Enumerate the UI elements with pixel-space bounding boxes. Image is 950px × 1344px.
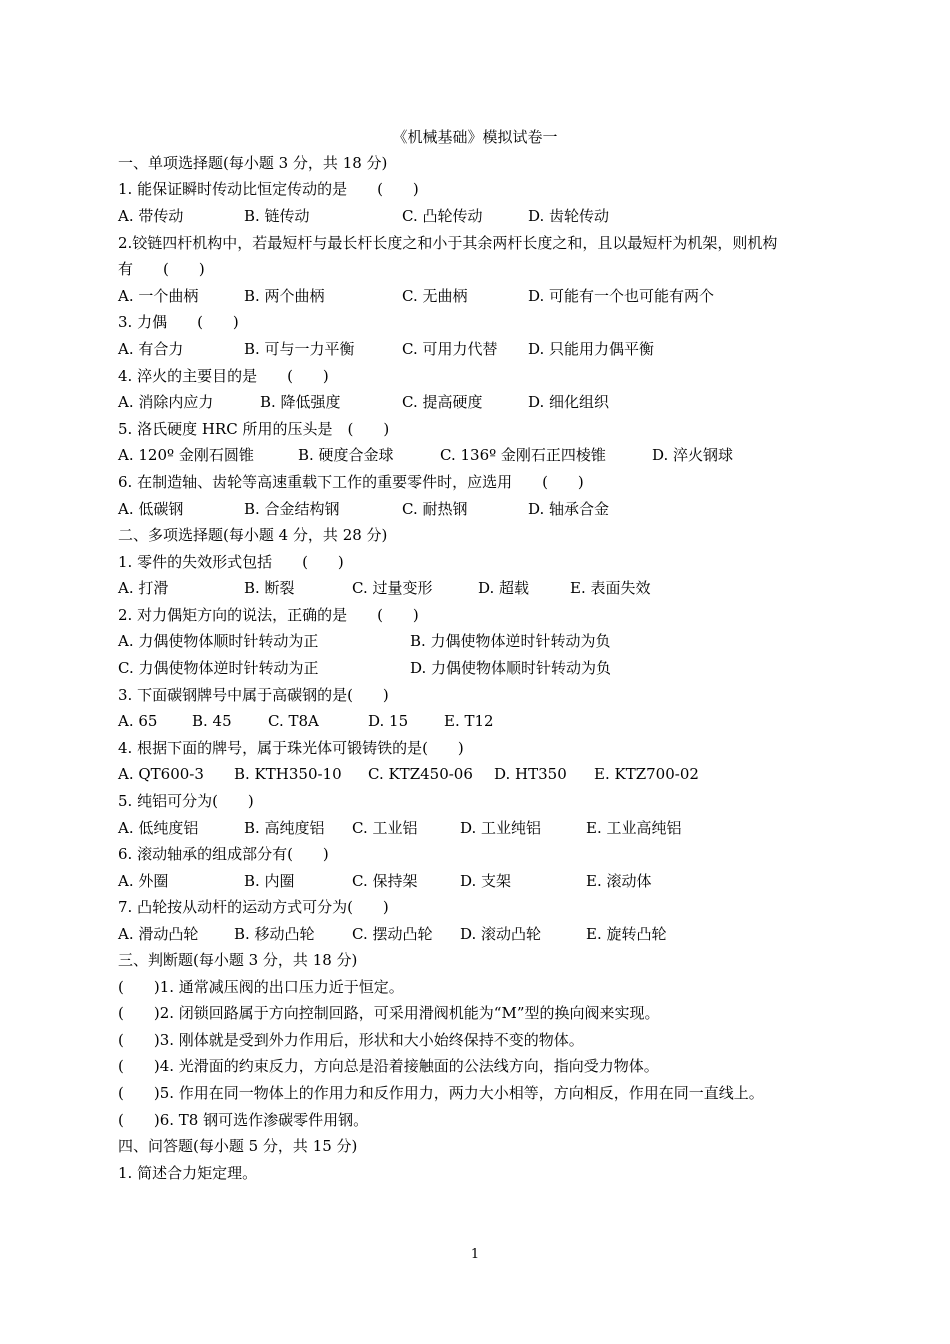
question-stem: 4. 根据下面的牌号，属于珠光体可锻铸铁的是( ) <box>118 739 464 757</box>
option-c: C. 力偶使物体逆时针转动为正 <box>118 659 319 677</box>
option-a: A. 低碳钢 <box>118 500 184 518</box>
option-b: B. 断裂 <box>244 579 295 597</box>
option-a: A. 低纯度铝 <box>118 819 199 837</box>
section-4-heading: 四、问答题(每小题 5 分，共 15 分) <box>118 1137 358 1155</box>
option-e: E. 滚动体 <box>586 872 652 890</box>
option-b: B. 硬度合金球 <box>298 446 394 464</box>
question-stem: 2.铰链四杆机构中，若最短杆与最长杆长度之和小于其余两杆长度之和，且以最短杆为机架，则机构 <box>118 234 778 252</box>
option-a: A. 外圈 <box>118 872 169 890</box>
question-stem: 6. 在制造轴、齿轮等高速重载下工作的重要零件时，应选用 ( ) <box>118 473 584 491</box>
page-number: 1 <box>470 1247 480 1262</box>
true-false-item: ( )2. 闭锁回路属于方向控制回路，可采用滑阀机能为“M”型的换向阀来实现。 <box>118 1004 660 1022</box>
option-b: B. 移动凸轮 <box>234 925 315 943</box>
option-c: C. KTZ450-06 <box>368 765 473 783</box>
question-stem: 6. 滚动轴承的组成部分有( ) <box>118 845 329 863</box>
option-a: A. 力偶使物体顺时针转动为正 <box>118 632 319 650</box>
question-stem: 7. 凸轮按从动杆的运动方式可分为( ) <box>118 898 389 916</box>
option-a: A. QT600-3 <box>118 765 204 783</box>
option-e: E. KTZ700-02 <box>594 765 699 783</box>
option-c: C. 摆动凸轮 <box>352 925 433 943</box>
option-c: C. 工业铝 <box>352 819 418 837</box>
question-stem: 1. 简述合力矩定理。 <box>118 1164 258 1182</box>
option-a: A. 65 <box>118 712 158 730</box>
question-stem: 3. 下面碳钢牌号中属于高碳钢的是( ) <box>118 686 389 704</box>
option-a: A. 滑动凸轮 <box>118 925 199 943</box>
option-b: B. KTH350-10 <box>234 765 342 783</box>
option-a: A. 有合力 <box>118 340 184 358</box>
option-a: A. 一个曲柄 <box>118 287 199 305</box>
true-false-item: ( )4. 光滑面的约束反力，方向总是沿着接触面的公法线方向，指向受力物体。 <box>118 1057 659 1075</box>
option-a: A. 带传动 <box>118 207 184 225</box>
option-d: D. 可能有一个也可能有两个 <box>528 287 715 305</box>
option-c: C. 136º 金刚石正四棱锥 <box>440 446 606 464</box>
question-stem: 3. 力偶 ( ) <box>118 313 239 331</box>
option-b: B. 高纯度铝 <box>244 819 325 837</box>
option-d: D. 滚动凸轮 <box>460 925 542 943</box>
option-b: B. 45 <box>192 712 232 730</box>
option-d: D. 只能用力偶平衡 <box>528 340 655 358</box>
option-a: A. 消除内应力 <box>118 393 214 411</box>
option-d: D. 工业纯铝 <box>460 819 542 837</box>
option-b: B. 两个曲柄 <box>244 287 325 305</box>
option-a: A. 120º 金刚石圆锥 <box>118 446 254 464</box>
true-false-item: ( )5. 作用在同一物体上的作用力和反作用力，两力大小相等，方向相反，作用在同一直线上。 <box>118 1084 764 1102</box>
option-d: D. 齿轮传动 <box>528 207 610 225</box>
question-stem: 5. 纯铝可分为( ) <box>118 792 254 810</box>
option-c: C. 无曲柄 <box>402 287 468 305</box>
option-a: A. 打滑 <box>118 579 169 597</box>
option-e: E. 表面失效 <box>570 579 651 597</box>
option-c: C. 可用力代替 <box>402 340 498 358</box>
option-c: C. 耐热钢 <box>402 500 468 518</box>
true-false-item: ( )1. 通常减压阀的出口压力近于恒定。 <box>118 978 404 996</box>
question-stem-continued: 有 ( ) <box>118 260 205 278</box>
exam-title: 《机械基础》模拟试卷一 <box>392 128 558 146</box>
option-c: C. T8A <box>268 712 319 730</box>
option-d: D. 力偶使物体顺时针转动为负 <box>410 659 612 677</box>
option-d: D. 超载 <box>478 579 530 597</box>
option-c: C. 凸轮传动 <box>402 207 483 225</box>
question-stem: 2. 对力偶矩方向的说法，正确的是 ( ) <box>118 606 419 624</box>
section-1-heading: 一、单项选择题(每小题 3 分，共 18 分) <box>118 154 388 172</box>
question-stem: 5. 洛氏硬度 HRC 所用的压头是 ( ) <box>118 420 390 438</box>
option-d: D. 15 <box>368 712 409 730</box>
option-b: B. 力偶使物体逆时针转动为负 <box>410 632 611 650</box>
section-2-heading: 二、多项选择题(每小题 4 分，共 28 分) <box>118 526 388 544</box>
option-e: E. T12 <box>444 712 494 730</box>
option-d: D. 淬火钢球 <box>652 446 734 464</box>
option-b: B. 内圈 <box>244 872 295 890</box>
option-e: E. 工业高纯铝 <box>586 819 682 837</box>
true-false-item: ( )6. T8 钢可选作渗碳零件用钢。 <box>118 1111 369 1129</box>
option-d: D. HT350 <box>494 765 567 783</box>
option-e: E. 旋转凸轮 <box>586 925 667 943</box>
option-d: D. 细化组织 <box>528 393 610 411</box>
option-d: D. 支架 <box>460 872 512 890</box>
question-stem: 4. 淬火的主要目的是 ( ) <box>118 367 329 385</box>
option-c: C. 提高硬度 <box>402 393 483 411</box>
question-stem: 1. 能保证瞬时传动比恒定传动的是 ( ) <box>118 180 419 198</box>
option-c: C. 保持架 <box>352 872 418 890</box>
question-stem: 1. 零件的失效形式包括 ( ) <box>118 553 344 571</box>
option-d: D. 轴承合金 <box>528 500 610 518</box>
option-b: B. 链传动 <box>244 207 310 225</box>
option-b: B. 合金结构钢 <box>244 500 340 518</box>
true-false-item: ( )3. 刚体就是受到外力作用后，形状和大小始终保持不变的物体。 <box>118 1031 584 1049</box>
option-b: B. 降低强度 <box>260 393 341 411</box>
option-c: C. 过量变形 <box>352 579 433 597</box>
option-b: B. 可与一力平衡 <box>244 340 355 358</box>
section-3-heading: 三、判断题(每小题 3 分，共 18 分) <box>118 951 358 969</box>
